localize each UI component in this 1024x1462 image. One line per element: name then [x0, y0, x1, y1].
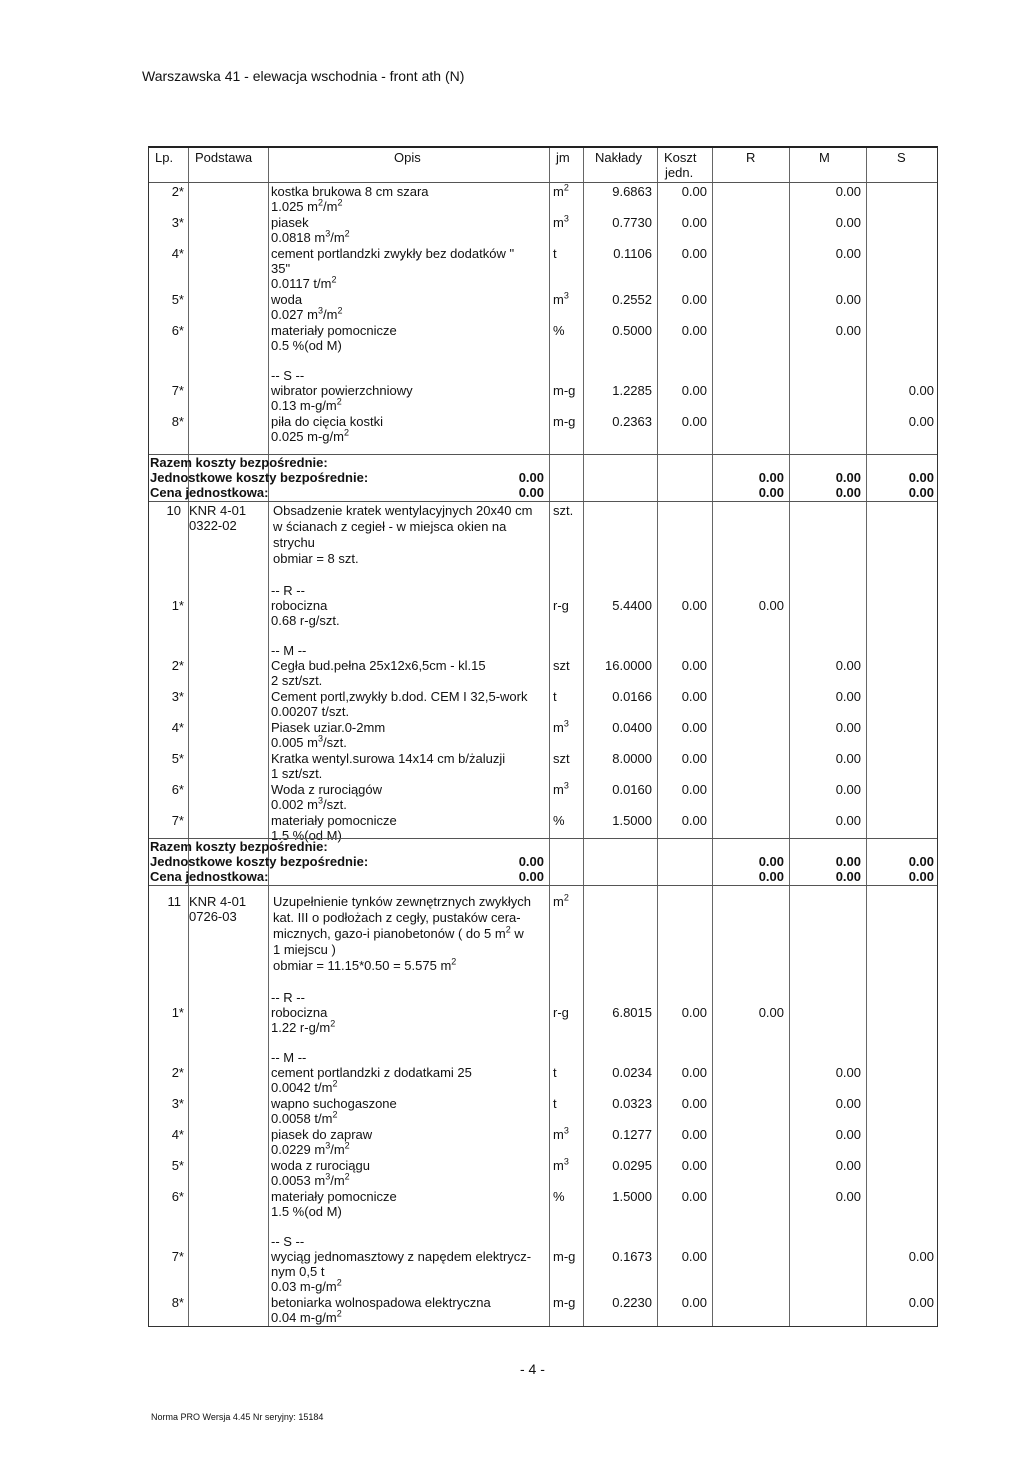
row-s: 0.00	[908, 383, 934, 398]
row-divider	[149, 885, 937, 886]
row-m: 0.00	[835, 246, 861, 261]
summary-s: 0.00	[908, 470, 934, 485]
row-jm: t	[553, 1065, 557, 1080]
row-opis: woda	[271, 292, 303, 307]
position-number: 11	[167, 894, 181, 909]
section-marker: -- S --	[271, 368, 305, 383]
row-jm: r-g	[553, 1005, 569, 1020]
row-naklady: 0.2230	[612, 1295, 652, 1310]
summary-s: 0.00	[908, 854, 934, 869]
row-lp: 4*	[171, 1127, 184, 1142]
summary-razem: Razem koszty bezpośrednie:	[150, 839, 328, 854]
row-koszt: 0.00	[681, 813, 707, 828]
row-opis: Cement portl,zwykły b.dod. CEM I 32,5-work	[271, 689, 528, 704]
row-norm: 0.0229 $m^3/m^2$	[271, 1140, 350, 1157]
row-s: 0.00	[908, 414, 934, 429]
row-lp: 7*	[171, 383, 184, 398]
row-jm: r-g	[553, 598, 569, 613]
row-opis: woda z rurociągu	[271, 1158, 370, 1173]
position-basis: KNR 4-01	[189, 894, 247, 909]
row-opis: piła do cięcia kostki	[271, 414, 383, 429]
row-jm: t	[553, 246, 557, 261]
row-norm: 1 szt/szt.	[271, 766, 323, 781]
row-opis: Cegła bud.pełna 25x12x6,5cm - kl.15	[271, 658, 486, 673]
row-naklady: 8.0000	[612, 751, 652, 766]
row-norm: 0.04 $m-g/m^2$	[271, 1308, 342, 1325]
row-koszt: 0.00	[681, 292, 707, 307]
row-m: 0.00	[835, 215, 861, 230]
position-unit: szt.	[553, 503, 574, 518]
row-m: 0.00	[835, 1189, 861, 1204]
row-lp: 3*	[171, 215, 184, 230]
summary-m: 0.00	[835, 485, 861, 500]
row-naklady: 0.2363	[612, 414, 652, 429]
row-lp: 8*	[171, 414, 184, 429]
row-norm: 0.0053 $m^3/m^2$	[271, 1171, 350, 1188]
row-koszt: 0.00	[681, 1158, 707, 1173]
row-naklady: 0.5000	[612, 323, 652, 338]
row-koszt: 0.00	[681, 246, 707, 261]
summary-r: 0.00	[758, 869, 784, 884]
row-opis: robocizna	[271, 598, 328, 613]
row-naklady: 0.0400	[612, 720, 652, 735]
row-lp: 5*	[171, 292, 184, 307]
row-naklady: 0.0323	[612, 1096, 652, 1111]
row-jm: %	[553, 813, 565, 828]
row-jm: $m^3$	[553, 1125, 569, 1142]
row-jm: m-g	[553, 414, 576, 429]
row-norm: 0.002 $m^3$/szt.	[271, 795, 347, 812]
row-m: 0.00	[835, 720, 861, 735]
summary-jednostkowe-value: 0.00	[518, 854, 544, 869]
row-koszt: 0.00	[681, 720, 707, 735]
row-jm: $m^2$	[553, 182, 569, 199]
row-norm: 0.68 r-g/szt.	[271, 613, 340, 628]
row-norm: 0.0117 $t/m^2$	[271, 274, 337, 291]
col-header-lp: Lp.	[155, 150, 174, 165]
row-m: 0.00	[835, 1096, 861, 1111]
row-norm: 0.0818 $m^3/m^2$	[271, 228, 350, 245]
row-jm: t	[553, 1096, 557, 1111]
row-s: 0.00	[908, 1249, 934, 1264]
row-opis: piasek	[271, 215, 309, 230]
col-header-koszt-jedn: jedn.	[665, 165, 694, 180]
row-naklady: 1.5000	[612, 1189, 652, 1204]
col-divider	[188, 148, 189, 1326]
row-norm: 0.025 $m-g/m^2$	[271, 427, 349, 444]
row-opis-cont: nym 0,5 t	[271, 1264, 325, 1279]
position-description: Obsadzenie kratek wentylacyjnych 20x40 cm	[273, 503, 533, 518]
summary-jednostkowe: Jednostkowe koszty bezpośrednie:	[150, 470, 369, 485]
row-koszt: 0.00	[681, 598, 707, 613]
row-opis: Woda z rurociągów	[271, 782, 383, 797]
row-naklady: 0.0234	[612, 1065, 652, 1080]
col-header-opis: Opis	[394, 150, 421, 165]
col-divider	[657, 148, 658, 1326]
row-norm: 0.5 %(od M)	[271, 338, 342, 353]
row-lp: 6*	[171, 323, 184, 338]
row-opis: wibrator powierzchniowy	[271, 383, 413, 398]
row-naklady: 0.0166	[612, 689, 652, 704]
row-lp: 2*	[171, 184, 184, 199]
col-header-podstawa: Podstawa	[195, 150, 253, 165]
row-r: 0.00	[758, 598, 784, 613]
row-lp: 6*	[171, 782, 184, 797]
row-naklady: 0.2552	[612, 292, 652, 307]
col-header-naklady: Nakłady	[595, 150, 642, 165]
row-opis: wyciąg jednomasztowy z napędem elektrycz-	[271, 1249, 532, 1264]
row-opis: wapno suchogaszone	[271, 1096, 397, 1111]
row-norm: 0.0058 $t/m^2$	[271, 1109, 338, 1126]
row-naklady: 0.7730	[612, 215, 652, 230]
row-koszt: 0.00	[681, 1295, 707, 1310]
summary-razem: Razem koszty bezpośrednie:	[150, 455, 328, 470]
col-header-koszt: Koszt	[664, 150, 697, 165]
row-opis: kostka brukowa 8 cm szara	[271, 184, 429, 199]
col-divider	[549, 148, 550, 1326]
row-jm: $m^3$	[553, 780, 569, 797]
position-description: w ścianach z cegieł - w miejsca okien na	[273, 519, 507, 534]
position-basis-code: 0726-03	[189, 909, 237, 924]
position-description: 1 miejscu )	[273, 942, 336, 957]
row-koszt: 0.00	[681, 1189, 707, 1204]
row-opis-cont: 35"	[271, 261, 291, 276]
row-m: 0.00	[835, 813, 861, 828]
row-m: 0.00	[835, 1158, 861, 1173]
cost-table	[148, 146, 938, 1327]
position-description: obmiar = 11.15*0.50 = 5.575 $m^2$	[273, 956, 457, 973]
row-norm: 0.005 $m^3$/szt.	[271, 733, 347, 750]
row-naklady: 0.0160	[612, 782, 652, 797]
position-description: micznych, gazo-i pianobetonów ( do 5 $m^2$ w	[273, 924, 524, 941]
position-basis-code: 0322-02	[189, 518, 237, 533]
page-number: - 4 -	[520, 1361, 545, 1377]
summary-jednostkowe-value: 0.00	[518, 470, 544, 485]
row-koszt: 0.00	[681, 383, 707, 398]
row-m: 0.00	[835, 184, 861, 199]
row-koszt: 0.00	[681, 414, 707, 429]
row-m: 0.00	[835, 1127, 861, 1142]
row-norm: 0.027 $m^3/m^2$	[271, 305, 343, 322]
col-header-jm: jm	[556, 150, 570, 165]
row-m: 0.00	[835, 658, 861, 673]
row-lp: 5*	[171, 751, 184, 766]
row-koszt: 0.00	[681, 689, 707, 704]
row-lp: 7*	[171, 813, 184, 828]
section-marker: -- R --	[271, 990, 305, 1005]
software-footer: Norma PRO Wersja 4.45 Nr seryjny: 15184	[151, 1412, 324, 1422]
col-header-r: R	[746, 150, 756, 165]
row-naklady: 1.2285	[612, 383, 652, 398]
position-description: strychu	[273, 535, 315, 550]
summary-m: 0.00	[835, 854, 861, 869]
row-norm: 0.13 $m-g/m^2$	[271, 396, 342, 413]
col-header-m: M	[819, 150, 830, 165]
row-jm: m-g	[553, 1249, 576, 1264]
row-naklady: 5.4400	[612, 598, 652, 613]
row-lp: 4*	[171, 246, 184, 261]
row-norm: 1.5 %(od M)	[271, 828, 342, 843]
row-naklady: 0.1277	[612, 1127, 652, 1142]
row-koszt: 0.00	[681, 1096, 707, 1111]
position-description: Uzupełnienie tynków zewnętrznych zwykłych	[273, 894, 531, 909]
section-marker: -- S --	[271, 1234, 305, 1249]
row-jm: $m^3$	[553, 290, 569, 307]
position-description: kat. III o podłożach z cegły, pustaków cera-	[273, 910, 521, 925]
row-m: 0.00	[835, 689, 861, 704]
col-divider	[866, 148, 867, 1326]
position-description: obmiar = 8 szt.	[273, 551, 359, 566]
row-opis: materiały pomocnicze	[271, 813, 397, 828]
row-divider	[149, 501, 937, 502]
document-title: Warszawska 41 - elewacja wschodnia - front ath (N)	[142, 68, 465, 84]
summary-cena: Cena jednostkowa:	[150, 485, 269, 500]
row-koszt: 0.00	[681, 323, 707, 338]
row-lp: 7*	[171, 1249, 184, 1264]
summary-r: 0.00	[758, 485, 784, 500]
row-opis: cement portlandzki zwykły bez dodatków "	[271, 246, 515, 261]
row-lp: 4*	[171, 720, 184, 735]
row-jm: szt	[553, 751, 570, 766]
row-norm: 0.00207 t/szt.	[271, 704, 350, 719]
col-divider	[789, 148, 790, 1326]
row-m: 0.00	[835, 782, 861, 797]
row-norm: 1.025 $m^2/m^2$	[271, 197, 343, 214]
summary-cena: Cena jednostkowa:	[150, 869, 269, 884]
summary-cena-value: 0.00	[518, 485, 544, 500]
row-norm: 0.03 $m-g/m^2$	[271, 1277, 342, 1294]
row-naklady: 1.5000	[612, 813, 652, 828]
row-lp: 2*	[171, 658, 184, 673]
row-lp: 1*	[171, 1005, 184, 1020]
row-norm: 0.0042 $t/m^2$	[271, 1078, 338, 1095]
row-koszt: 0.00	[681, 1065, 707, 1080]
row-koszt: 0.00	[681, 184, 707, 199]
summary-cena-value: 0.00	[518, 869, 544, 884]
row-naklady: 0.1106	[613, 246, 652, 261]
row-koszt: 0.00	[681, 1127, 707, 1142]
row-opis: piasek do zapraw	[271, 1127, 373, 1142]
summary-s: 0.00	[908, 869, 934, 884]
row-koszt: 0.00	[681, 215, 707, 230]
row-norm: 2 szt/szt.	[271, 673, 323, 688]
row-jm: m-g	[553, 383, 576, 398]
col-header-s: S	[897, 150, 906, 165]
row-naklady: 16.0000	[605, 658, 652, 673]
summary-m: 0.00	[835, 869, 861, 884]
row-koszt: 0.00	[681, 1005, 707, 1020]
row-naklady: 0.0295	[612, 1158, 652, 1173]
row-lp: 8*	[171, 1295, 184, 1310]
row-jm: $m^3$	[553, 213, 569, 230]
row-koszt: 0.00	[681, 658, 707, 673]
summary-m: 0.00	[835, 470, 861, 485]
row-s: 0.00	[908, 1295, 934, 1310]
row-lp: 6*	[171, 1189, 184, 1204]
row-r: 0.00	[758, 1005, 784, 1020]
row-m: 0.00	[835, 292, 861, 307]
position-basis: KNR 4-01	[189, 503, 247, 518]
row-jm: $m^3$	[553, 718, 569, 735]
row-koszt: 0.00	[681, 751, 707, 766]
col-divider	[712, 148, 713, 1326]
row-m: 0.00	[835, 1065, 861, 1080]
row-opis: Kratka wentyl.surowa 14x14 cm b/żaluzji	[271, 751, 506, 766]
section-marker: -- M --	[271, 1050, 307, 1065]
row-lp: 3*	[171, 689, 184, 704]
summary-s: 0.00	[908, 485, 934, 500]
row-naklady: 0.1673	[612, 1249, 652, 1264]
row-opis: materiały pomocnicze	[271, 1189, 397, 1204]
position-unit: $m^2$	[553, 892, 569, 909]
row-norm: 1.22 $r-g/m^2$	[271, 1018, 336, 1035]
section-marker: -- R --	[271, 583, 305, 598]
row-koszt: 0.00	[681, 782, 707, 797]
summary-r: 0.00	[758, 470, 784, 485]
row-opis: materiały pomocnicze	[271, 323, 397, 338]
row-jm: t	[553, 689, 557, 704]
row-lp: 2*	[171, 1065, 184, 1080]
position-number: 10	[166, 503, 181, 518]
row-lp: 1*	[171, 598, 184, 613]
row-opis: Piasek uziar.0-2mm	[271, 720, 386, 735]
col-divider	[583, 148, 584, 1326]
summary-r: 0.00	[758, 854, 784, 869]
row-lp: 5*	[171, 1158, 184, 1173]
row-opis: cement portlandzki z dodatkami 25	[271, 1065, 472, 1080]
row-jm: %	[553, 323, 565, 338]
row-koszt: 0.00	[681, 1249, 707, 1264]
row-lp: 3*	[171, 1096, 184, 1111]
row-m: 0.00	[835, 323, 861, 338]
row-jm: %	[553, 1189, 565, 1204]
row-jm: szt	[553, 658, 570, 673]
col-divider	[268, 148, 269, 1326]
summary-jednostkowe: Jednostkowe koszty bezpośrednie:	[150, 854, 369, 869]
header-divider	[149, 182, 937, 183]
row-jm: m-g	[553, 1295, 576, 1310]
row-naklady: 9.6863	[612, 184, 652, 199]
row-norm: 1.5 %(od M)	[271, 1204, 342, 1219]
row-opis: betoniarka wolnospadowa elektryczna	[271, 1295, 491, 1310]
section-marker: -- M --	[271, 643, 307, 658]
row-opis: robocizna	[271, 1005, 328, 1020]
row-jm: $m^3$	[553, 1156, 569, 1173]
row-m: 0.00	[835, 751, 861, 766]
row-naklady: 6.8015	[612, 1005, 652, 1020]
